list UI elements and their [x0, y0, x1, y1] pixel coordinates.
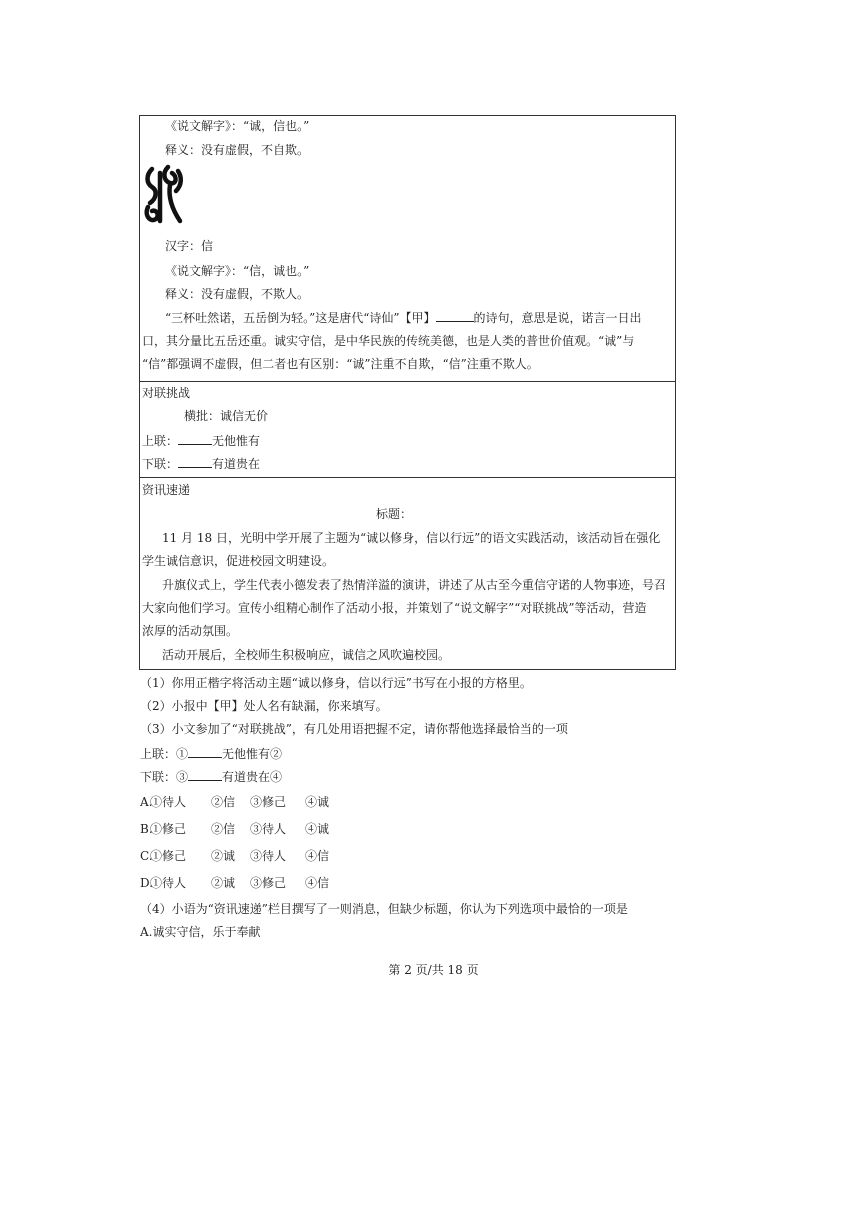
poem-paragraph-line3: “信”都强调不虚假，但二者也有区别：“诚”注重不自欺，“信”注重不欺人。: [142, 357, 539, 371]
q3-lower-a: 下联：③: [140, 770, 189, 784]
option-item: ③待人: [250, 822, 287, 836]
poem-paragraph-line1: [165, 309, 642, 326]
upper-prefix: 上联：: [142, 434, 179, 448]
news-headline: 标题：: [376, 507, 413, 521]
poem-text-b: 的诗句，意思是说，诺言一日出: [473, 311, 642, 325]
option-label: B.: [140, 822, 153, 836]
q3-upper-couplet: [140, 745, 282, 762]
news-p2-line2: 大家向他们学习。宣传小组精心制作了活动小报，并策划了“说文解字”“对联挑战”等活动，营造: [142, 601, 647, 615]
option-item: ①待人: [150, 795, 187, 809]
xin-meaning: 释义：没有虚假，不欺人。: [165, 287, 310, 301]
q3-lower-couplet: [140, 768, 282, 785]
option-item: ④诚: [305, 822, 330, 836]
couplet-upper: [142, 432, 260, 449]
option-item: ②诚: [211, 876, 236, 890]
news-p3: 活动开展后，全校师生积极响应，诚信之风吹遍校园。: [162, 648, 451, 662]
option-item: ③待人: [250, 849, 287, 863]
q3-lower-b: 有道贵在④: [222, 770, 283, 784]
lower-prefix: 下联：: [142, 457, 179, 471]
couplet-lower: [142, 455, 260, 472]
lower-suffix: 有道贵在: [212, 457, 261, 471]
q3-upper-a: 上联：①: [140, 747, 189, 761]
seal-script-cheng-icon: [142, 163, 184, 229]
option-c[interactable]: [140, 848, 329, 864]
news-title: 资讯速递: [142, 483, 191, 497]
question-3: （3）小文参加了“对联挑战”，有几处用语把握不定，请你帮他选择最恰当的一项: [140, 722, 568, 736]
question-2: （2）小报中【甲】处人名有缺漏，你来填写。: [140, 699, 388, 713]
shuowen-cheng-quote: 《说文解字》：“诚，信也。”: [165, 119, 310, 133]
news-p2-line1: 升旗仪式上，学生代表小德发表了热情洋溢的演讲，讲述了从古至今重信守诺的人物事迹，号召: [162, 578, 667, 592]
page-number: 第 2 页/共 18 页: [388, 963, 479, 977]
lower-blank[interactable]: [178, 455, 212, 468]
poem-paragraph-line2: 口，其分量比五岳还重。诚实守信，是中华民族的传统美德，也是人类的普世价值观。“诚”与: [142, 334, 635, 348]
q3-upper-blank[interactable]: [188, 745, 222, 758]
option-item: ④诚: [305, 795, 330, 809]
section-couplet: [140, 381, 675, 477]
question-4: （4）小语为“资讯速递”栏目撰写了一则消息，但缺少标题，你认为下列选项中最恰的一项是: [140, 902, 628, 916]
option-item: ③修己: [250, 795, 287, 809]
jia-blank[interactable]: [436, 309, 474, 322]
hanzi-xin: 汉字：信: [165, 239, 214, 253]
option-label: A.: [140, 795, 153, 809]
news-p1-line2: 学生诚信意识，促进校园文明建设。: [142, 554, 335, 568]
news-p2-line3: 浓厚的活动氛围。: [142, 624, 239, 638]
option-item: ③修己: [250, 876, 287, 890]
option-label: D.: [140, 876, 154, 890]
option-item: ②信: [211, 795, 236, 809]
cheng-meaning: 释义：没有虚假，不自欺。: [165, 143, 310, 157]
option-item: ④信: [305, 849, 330, 863]
option-item: ④信: [305, 876, 330, 890]
q3-lower-blank[interactable]: [188, 768, 222, 781]
news-p1-line1: 11 月 18 日，光明中学开展了主题为“诚以修身，信以行远”的语文实践活动，该活动旨在强化: [162, 531, 661, 545]
upper-blank[interactable]: [178, 432, 212, 445]
option-item: ②信: [211, 822, 236, 836]
option-d[interactable]: [140, 875, 329, 891]
section-news: [140, 477, 675, 669]
option-b[interactable]: [140, 821, 329, 837]
shuowen-xin-quote: 《说文解字》：“信，诚也。”: [165, 264, 310, 278]
option-label: C.: [140, 849, 153, 863]
option-item: ①修己: [150, 849, 187, 863]
newspaper-box: [139, 115, 676, 670]
section-shuowen: [140, 116, 675, 381]
question-1: （1）你用正楷字将活动主题“诚以修身，信以行远”书写在小报的方格里。: [140, 676, 532, 690]
upper-suffix: 无他惟有: [212, 434, 261, 448]
option-item: ①修己: [150, 822, 187, 836]
couplet-hengpi: 横批：诚信无价: [184, 409, 269, 423]
poem-text-a: “三杯吐然诺，五岳倒为轻。”这是唐代“诗仙”【甲】: [165, 311, 436, 325]
couplet-title: 对联挑战: [142, 386, 191, 400]
option-a[interactable]: [140, 794, 329, 810]
q4-option-a[interactable]: A.诚实守信，乐于奉献: [140, 925, 261, 939]
option-item: ②诚: [211, 849, 236, 863]
q3-upper-b: 无他惟有②: [222, 747, 283, 761]
option-item: ①待人: [150, 876, 187, 890]
